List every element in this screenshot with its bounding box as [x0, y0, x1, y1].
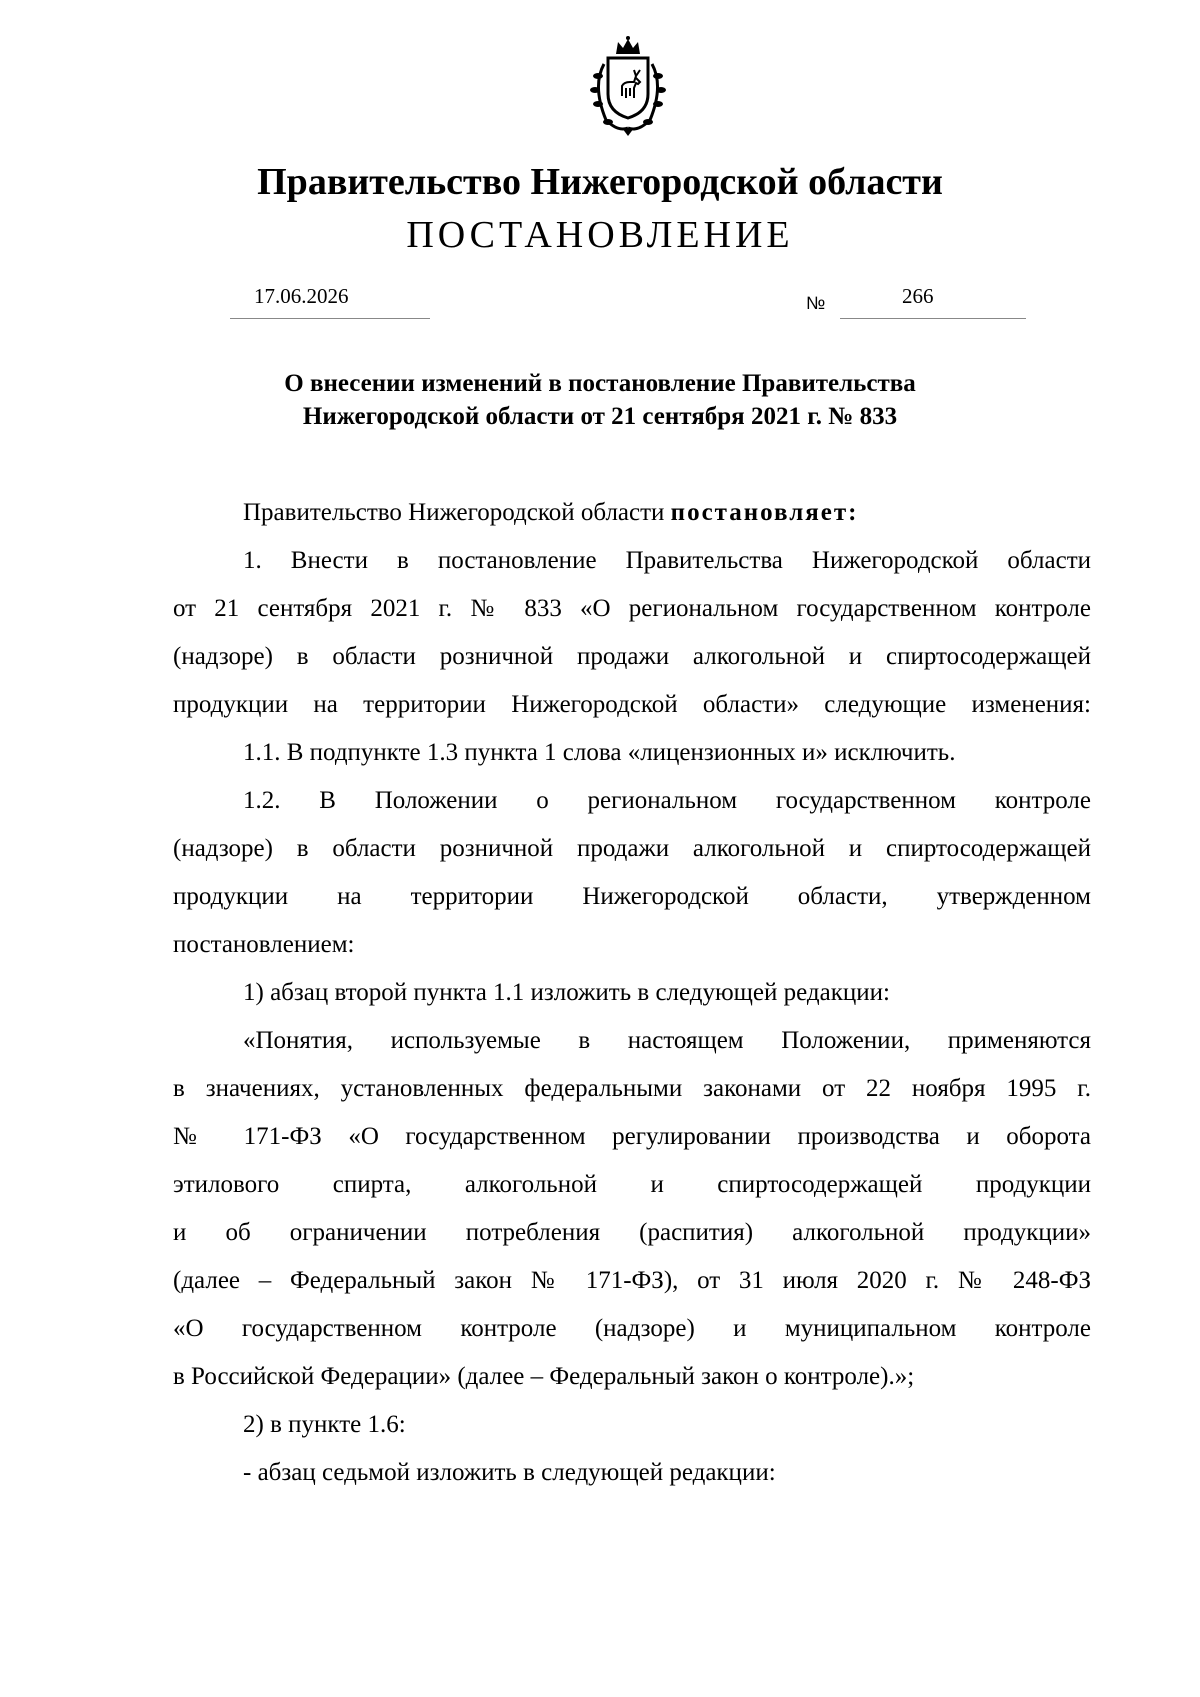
paragraph-line: постановлением: — [173, 931, 355, 958]
paragraph-line: 1) абзац второй пункта 1.1 изложить в следующей редакции: — [243, 979, 890, 1006]
document-subject — [150, 367, 1050, 433]
quote-line: в значениях, установленных федеральными законами от 22 ноября 1995 г. — [173, 1075, 1091, 1102]
document-body — [173, 489, 1091, 1497]
document-number: 266 — [902, 284, 934, 308]
paragraph-line: от 21 сентября 2021 г. № 833 «О региональном государственном контроле — [173, 595, 1091, 622]
subject-line: Нижегородской области от 21 сентября 2021 г. № 833 — [302, 403, 898, 430]
paragraph-line: (надзоре) в области розничной продажи алкогольной и спиртосодержащей — [173, 643, 1091, 670]
paragraph-line: продукции на территории Нижегородской области, утвержденном — [173, 883, 1091, 910]
preamble — [173, 489, 1091, 537]
paragraph-line: 2) в пункте 1.6: — [243, 1411, 406, 1438]
quote-line: и об ограничении потребления (распития) алкогольной продукции» — [173, 1219, 1091, 1246]
number-sign: № — [806, 293, 826, 313]
document-type: ПОСТАНОВЛЕНИЕ — [406, 214, 794, 256]
date-field — [230, 282, 430, 319]
preamble-text: Правительство Нижегородской области — [243, 499, 665, 526]
number-field — [840, 282, 1026, 319]
quote-line: (далее – Федеральный закон № 171-ФЗ), от 31 июля 2020 г. № 248-ФЗ — [173, 1267, 1091, 1294]
quote-line: в Российской Федерации» (далее – Федеральный закон о контроле).»; — [173, 1363, 915, 1390]
paragraph-line: продукции на территории Нижегородской области» следующие изменения: — [173, 691, 1091, 718]
organization-title: Правительство Нижегородской области — [257, 161, 943, 203]
paragraph-line: - абзац седьмой изложить в следующей редакции: — [243, 1459, 776, 1486]
quote-line: «Понятия, используемые в настоящем Положении, применяются — [243, 1027, 1091, 1054]
paragraph-line: 1.2. В Положении о региональном государственном контроле — [243, 787, 1091, 814]
paragraph-line: (надзоре) в области розничной продажи алкогольной и спиртосодержащей — [173, 835, 1091, 862]
document-date: 17.06.2026 — [254, 284, 349, 308]
quote-line: № 171-ФЗ «О государственном регулировании производства и оборота — [173, 1123, 1091, 1150]
coat-of-arms-icon — [578, 36, 678, 140]
quote-line: «О государственном контроле (надзоре) и муниципальном контроле — [173, 1315, 1091, 1342]
preamble-verb: постановляет: — [670, 499, 859, 526]
subject-line: О внесении изменений в постановление Правительства — [284, 370, 916, 397]
paragraph-line: 1. Внести в постановление Правительства Нижегородской области — [243, 547, 1091, 574]
quote-line: этилового спирта, алкогольной и спиртосодержащей продукции — [173, 1171, 1091, 1198]
paragraph-line: 1.1. В подпункте 1.3 пункта 1 слова «лицензионных и» исключить. — [243, 739, 956, 766]
